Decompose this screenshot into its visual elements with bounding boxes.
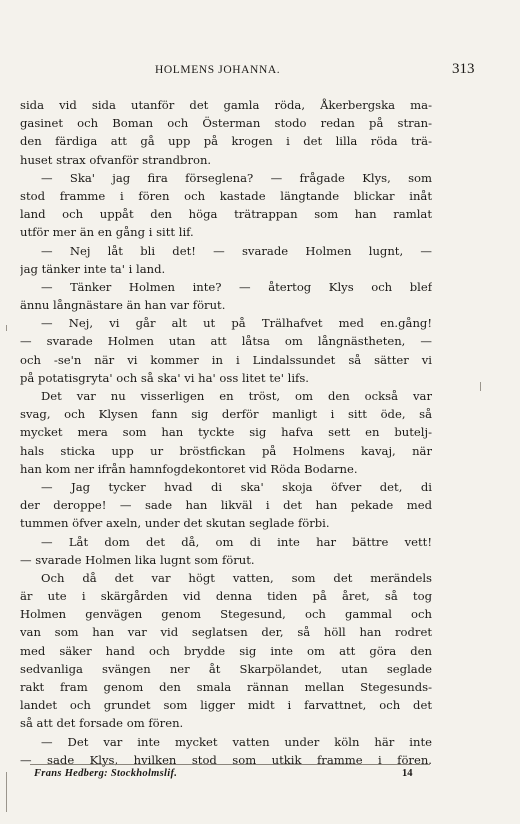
text-line: Och då det var högt vatten, som det merändels [41, 570, 432, 585]
text-line: gasinet och Boman och Österman stodo redan på stran- [20, 116, 432, 131]
text-line: stod framme i fören och kastade längtande blickar inåt [20, 188, 432, 203]
text-line: han kom ner ifrån hamnfogdekontoret vid Röda Bodarne. [20, 461, 358, 476]
text-line: och -se'n när vi kommer in i Lindalssundet så sätter vi [20, 352, 432, 367]
text-line: — Jag tycker hvad di ska' skoja öfver det, di [41, 479, 432, 494]
text-line: mycket mera som han tyckte sig hafva sett en butelj- [20, 425, 432, 440]
text-line: med säker hand och brydde sig inte om att göra den [20, 643, 432, 658]
margin-mark [6, 772, 7, 812]
text-line: på potatisgryta' och så ska' vi ha' oss litet te' lifs. [20, 370, 309, 385]
text-line: landet och grundet som ligger midt i farvattnet, och det [20, 698, 432, 713]
margin-mark [6, 325, 7, 331]
text-line: rakt fram genom den smala rännan mellan Stegesunds- [20, 680, 432, 694]
footer-rule [30, 764, 430, 765]
footer-sheet-number: 14 [402, 768, 413, 779]
text-line: svag, och Klysen fann sig derför manligt i sitt öde, så [20, 407, 432, 422]
text-line: land och uppåt den höga trätrappan som han ramlat [20, 207, 432, 222]
text-line: sida vid sida utanför det gamla röda, Åkerbergska ma- [20, 98, 432, 112]
footer-signature: Frans Hedberg: Stockholmslif. [34, 768, 178, 779]
text-line: tummen öfver axeln, under det skutan seglade förbi. [20, 516, 330, 531]
text-line: — Nej, vi går alt ut på Trälhafvet med en.gång! [41, 316, 432, 331]
text-line: ännu långnästare än han var förut. [20, 298, 226, 313]
running-title: HOLMENS JOHANNA. [155, 64, 281, 76]
page-number: 313 [452, 61, 475, 77]
text-line: Holmen genvägen genom Stegesund, och gammal och [20, 607, 432, 622]
text-line: — svarade Holmen lika lugnt som förut. [20, 552, 255, 567]
text-line: — sade Klys, hvilken stod som utkik framme i fören. [20, 752, 432, 767]
text-line: — Nej låt bli det! — svarade Holmen lugnt, — [41, 243, 432, 258]
text-line: hals sticka upp ur bröstfickan på Holmens kavaj, när [20, 443, 432, 458]
text-line: sedvanliga svängen ner åt Skarpölandet, utan seglade [20, 661, 432, 676]
text-line: jag tänker inte ta' i land. [20, 261, 166, 276]
text-line: — Låt dom det då, om di inte har bättre vett! [41, 534, 432, 549]
text-line: utför mer än en gång i sitt lif. [20, 225, 194, 240]
text-line: — Tänker Holmen inte? — återtog Klys och blef [41, 279, 432, 294]
text-line: så att det forsade om fören. [20, 716, 184, 731]
text-line: — Ska' jag fira förseglena? — frågade Klys, som [41, 170, 432, 185]
text-line: van som han var vid seglatsen der, så höll han rodret [20, 625, 432, 640]
text-line: der deroppe! — sade han likväl i det han pekade med [20, 498, 432, 513]
body-text [20, 96, 432, 769]
text-line: — svarade Holmen utan att låtsa om långnästheten, — [20, 334, 432, 349]
text-line: — Det var inte mycket vatten under köln här inte [41, 734, 432, 749]
margin-mark [480, 382, 481, 391]
text-line: är ute i skärgården vid denna tiden på året, så tog [20, 589, 432, 604]
text-line: Det var nu visserligen en tröst, om den också var [41, 389, 432, 403]
text-line: huset strax ofvanför strandbron. [20, 152, 212, 167]
text-line: den färdiga att gå upp på krogen i det lilla röda trä- [20, 134, 432, 149]
